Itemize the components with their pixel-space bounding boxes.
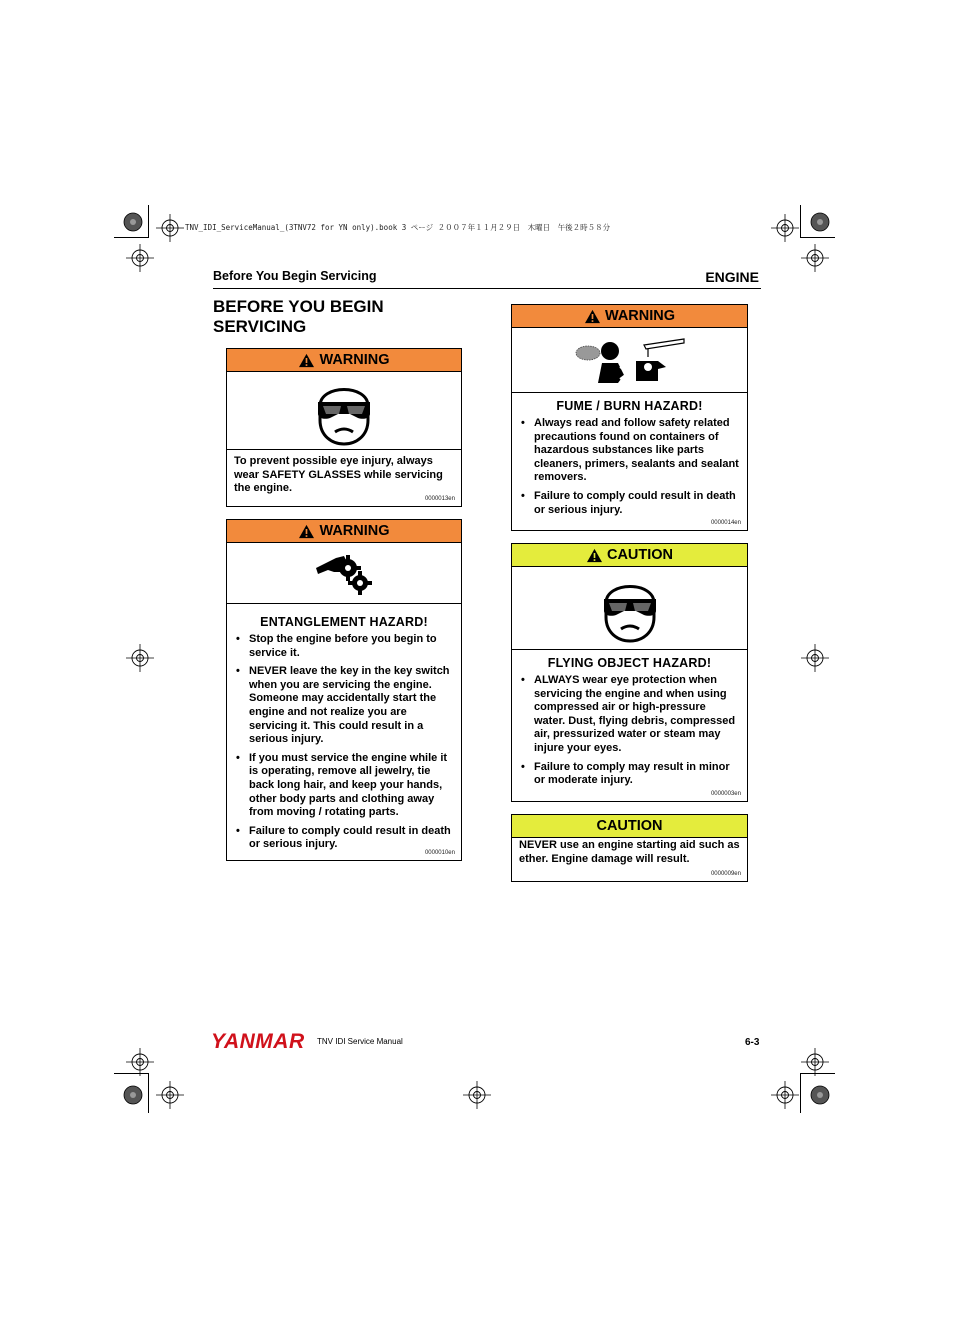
signal-word: WARNING	[319, 352, 390, 368]
hazard-title: FUME / BURN HAZARD!	[556, 399, 703, 413]
print-info-line: TNV_IDI_ServiceManual_(3TNV72 for YN only).book 3 ページ ２００７年１１月２９日 木曜日 午後２時５８分	[185, 223, 611, 232]
warning-text: To prevent possible eye injury, always wear SAFETY GLASSES while servicing the engine.	[234, 455, 443, 495]
header-rule	[213, 288, 761, 289]
hazard-title: ENTANGLEMENT HAZARD!	[260, 615, 428, 629]
list-item: • Failure to comply could result in death or serious injury.	[520, 490, 739, 517]
page-number: 6-3	[745, 1037, 760, 1048]
signal-word: WARNING	[604, 308, 676, 324]
list-item: • If you must service the engine while it is operating, remove all jewelry, tie back long hair, and keep your hands, other body parts and clothing away from moving / rotating parts.	[235, 752, 453, 820]
safety-glasses-icon	[512, 567, 747, 650]
list-item: • Stop the engine before you begin to service it.	[235, 633, 453, 660]
caution-box-ether	[511, 814, 748, 882]
fume-burn-icon	[512, 328, 747, 393]
hazard-list	[227, 633, 461, 852]
warning-box-entanglement	[226, 519, 462, 861]
alert-triangle-icon	[586, 548, 603, 563]
list-item: • Always read and follow safety related precautions found on containers of hazardous substances like parts cleaners, primers, sealants and sealant removers.	[520, 417, 739, 485]
entanglement-gears-icon	[227, 543, 461, 604]
hazard-title: FLYING OBJECT HAZARD!	[547, 656, 712, 670]
running-header-section: Before You Begin Servicing	[213, 269, 377, 283]
warning-banner	[227, 520, 461, 543]
signal-word: CAUTION	[596, 818, 663, 834]
alert-triangle-icon	[298, 524, 315, 539]
manual-title: TNV IDI Service Manual	[317, 1037, 403, 1046]
safety-glasses-icon	[227, 372, 461, 450]
list-item: • NEVER leave the key in the key switch when you are servicing the engine. Someone may accidentally start the engine and not realize you are servicing it. This could result in a serious injury.	[235, 665, 453, 747]
caution-banner	[512, 544, 747, 567]
list-item: • Failure to comply may result in minor or moderate injury.	[520, 761, 739, 788]
list-item: • ALWAYS wear eye protection when servicing the engine and when using compressed air or high-pressure water. Dust, flying debris, compressed air, pressurized water or steam may injure your eyes.	[520, 674, 739, 756]
warning-box-fume	[511, 304, 748, 531]
signal-word: CAUTION	[606, 547, 674, 563]
yanmar-logo: YANMAR	[211, 1030, 305, 1053]
signal-word: WARNING	[319, 523, 390, 539]
running-header-chapter: ENGINE	[705, 269, 759, 285]
list-item: • Failure to comply could result in death or serious injury.	[235, 825, 453, 852]
caution-text: NEVER use an engine starting aid such as ether. Engine damage will result.	[519, 839, 740, 865]
hazard-list	[512, 674, 747, 788]
warning-banner	[512, 305, 747, 328]
alert-triangle-icon	[584, 309, 601, 324]
caution-box-flying-object	[511, 543, 748, 802]
warning-banner	[227, 349, 461, 372]
alert-triangle-icon	[298, 353, 315, 368]
hazard-list	[512, 417, 747, 517]
warning-box-eye	[226, 348, 462, 507]
label-code: 0000014en	[710, 520, 741, 526]
label-code: 0000013en	[424, 496, 455, 502]
page-title: BEFORE YOU BEGIN SERVICING	[213, 297, 384, 336]
label-code: 0000003en	[710, 791, 741, 797]
label-code: 0000009en	[710, 871, 741, 877]
label-code: 0000010en	[424, 850, 455, 856]
caution-banner	[512, 815, 747, 838]
